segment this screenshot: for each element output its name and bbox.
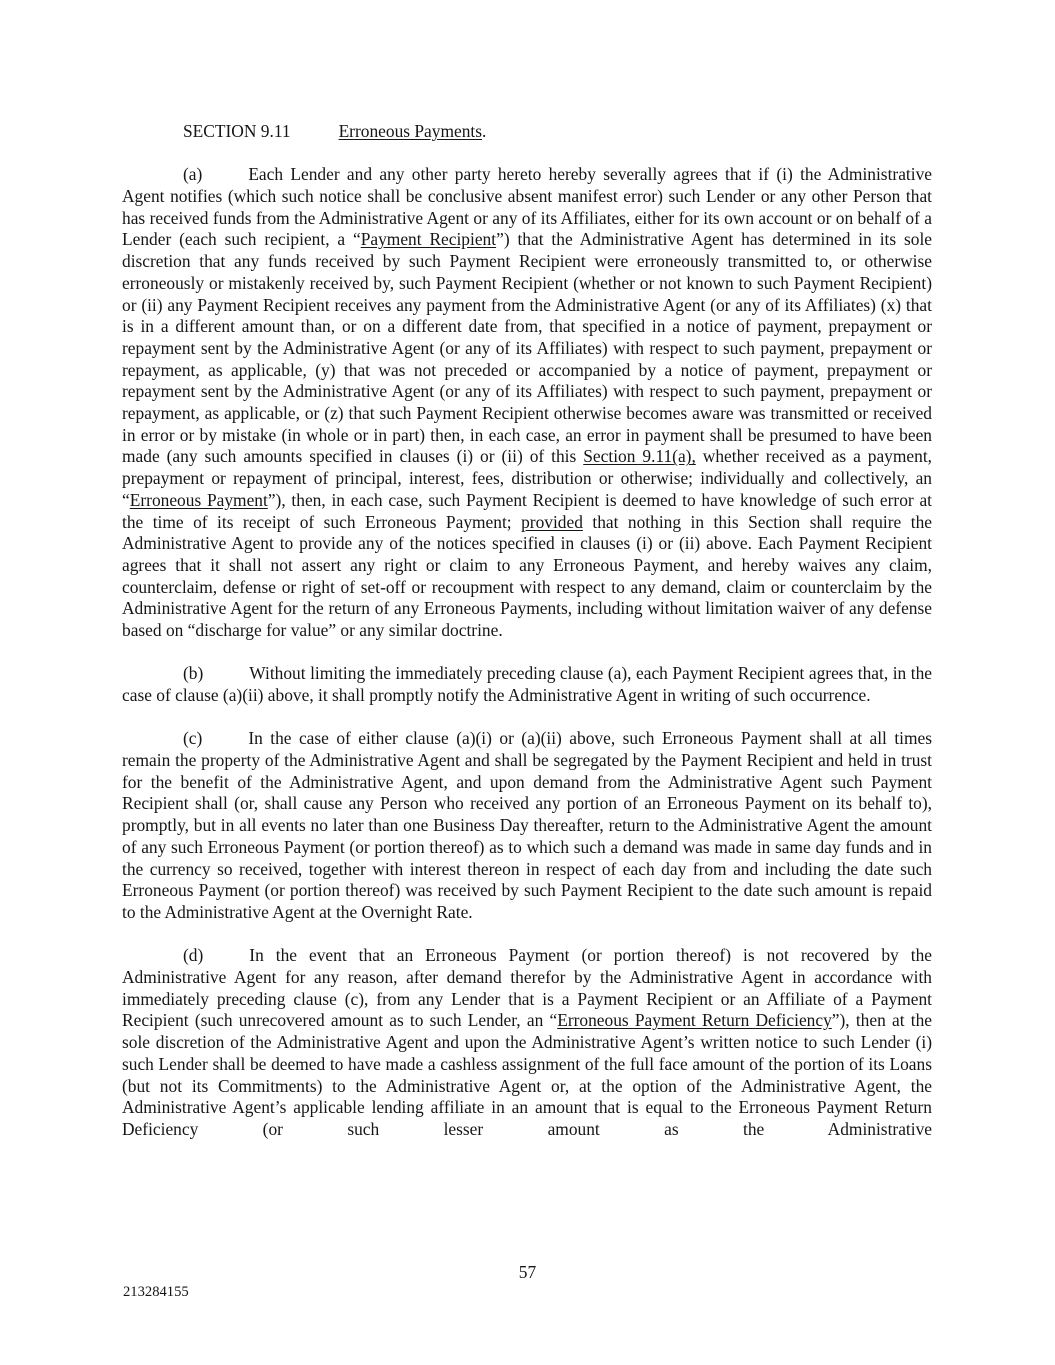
underlined-term: Erroneous Payment Return Deficiency <box>557 1010 832 1031</box>
text-run: In the case of either clause (a)(i) or (a)(ii) above, such Erroneous Payment shall at all times remain the property of the Administrative Agent and shall be segregated by the Payment Recipient and held in trust for the benefit of the Administrative Agent, and upon demand from the Administrative Agent such Payment Recipient shall (or, shall cause any Person who received any portion of an Erroneous Payment on its behalf to), promptly, but in all events no later than one Business Day thereafter, return to the Administrative Agent the amount of any such Erroneous Payment (or portion thereof) as to which such a demand was made in same day funds and in the currency so received, together with interest thereon in respect of each day from and including the date such Erroneous Payment (or portion thereof) was received by such Payment Recipient to the date such amount is repaid to the Administrative Agent at the Overnight Rate. <box>122 728 932 922</box>
paragraph-marker: (d) <box>183 945 204 966</box>
tab-space <box>202 179 248 180</box>
underlined-term: Payment Recipient <box>360 229 497 250</box>
section-label: SECTION 9.11 <box>183 121 291 141</box>
paragraph-c <box>122 728 932 923</box>
paragraph-marker: (c) <box>183 728 203 749</box>
paragraph-marker: (a) <box>183 164 203 185</box>
text-run: Without limiting the immediately preceding clause (a), each Payment Recipient agrees that, in the case of clause (a)(ii) above, it shall promptly notify the Administrative Agent in writing of such occurrence. <box>122 663 932 706</box>
section-heading <box>122 121 932 143</box>
section-title: Erroneous Payments <box>338 121 483 141</box>
text-run: In the event that an Erroneous Payment (or portion thereof) is not recovered by the Administrative Agent for any reason, after demand therefor by the Administrative Agent in accordance with immediately preceding clause (c), from any Lender that is a Payment Recipient or an Affiliate of a Payment Recipient (such unrecovered amount as to such Lender, an “ <box>122 945 932 1031</box>
page-number: 57 <box>518 1262 537 1282</box>
text-run: ”), then at the sole discretion of the Administrative Agent and upon the Administrative Agent’s written notice to such Lender (i) such Lender shall be deemed to have made a cashless assignment of the full face amount of the portion of its Loans (but not its Commitments) to the Administrative Agent or, at the option of the Administrative Agent, the Administrative Agent’s applicable lending affiliate in an amount that is equal to the Erroneous Payment Return Deficiency (or such lesser amount as the Administrative <box>122 1010 932 1139</box>
tab-space <box>202 743 248 744</box>
paragraph-b <box>122 663 932 706</box>
paragraph-d <box>122 945 932 1140</box>
document-body <box>122 121 932 1162</box>
text-run: ”), then, in each case, such Payment Recipient is deemed to have knowledge of such error at the time of its receipt of such Erroneous Payment; <box>122 489 932 532</box>
text-run: whether received as a payment, prepayment or repayment of principal, interest, fees, distribution or otherwise; individually and collectively, an “ <box>122 446 932 510</box>
paragraph-marker: (b) <box>183 663 204 684</box>
tab-space <box>203 678 249 679</box>
underlined-term: Section 9.11(a), <box>583 446 696 467</box>
text-run: ”) that the Administrative Agent has determined in its sole discretion that any funds received by such Payment Recipient were erroneously transmitted to, or otherwise erroneously or mistakenly received by, such Payment Recipient (whether or not known to such Payment Recipient) or (ii) any Payment Recipient receives any payment from the Administrative Agent (or any of its Affiliates) (x) that is in a different amount than, or on a different date from, that specified in a notice of payment, prepayment or repayment sent by the Administrative Agent (or any of its Affiliates) with respect to such payment, prepayment or repayment, as applicable, (y) that was not preceded or accompanied by a notice of payment, prepayment or repayment sent by the Administrative Agent (or any of its Affiliates) with respect to such payment, prepayment or repayment, as applicable, or (z) that such Payment Recipient otherwise becomes aware was transmitted or received in error or by mistake (in whole or in part) then, in each case, an error in payment shall be presumed to have been made (any such amounts specified in clauses (i) or (ii) of this <box>122 229 932 467</box>
underlined-term: Erroneous Payment <box>129 489 268 510</box>
paragraph-a <box>122 164 932 641</box>
heading-tab-space <box>291 136 339 137</box>
text-run: that nothing in this Section shall require the Administrative Agent to provide any of the notices specified in clauses (i) or (ii) above. Each Payment Recipient agrees that it shall not assert any right or claim to any Erroneous Payment, and hereby waives any claim, counterclaim, defense or right of set-off or recoupment with respect to any demand, claim or counterclaim by the Administrative Agent for the return of any Erroneous Payments, including without limitation waiver of any defense based on “discharge for value” or any similar doctrine. <box>122 511 932 641</box>
underlined-term: provided <box>521 511 583 532</box>
document-id-number: 213284155 <box>123 1284 189 1300</box>
section-title-suffix: . <box>482 121 487 141</box>
text-run: Each Lender and any other party hereto hereby severally agrees that if (i) the Administrative Agent notifies (which such notice shall be conclusive absent manifest error) such Lender or any other Person that has received funds from the Administrative Agent or any of its Affiliates, either for its own account or on behalf of a Lender (each such recipient, a “ <box>122 164 932 250</box>
tab-space <box>203 960 249 961</box>
